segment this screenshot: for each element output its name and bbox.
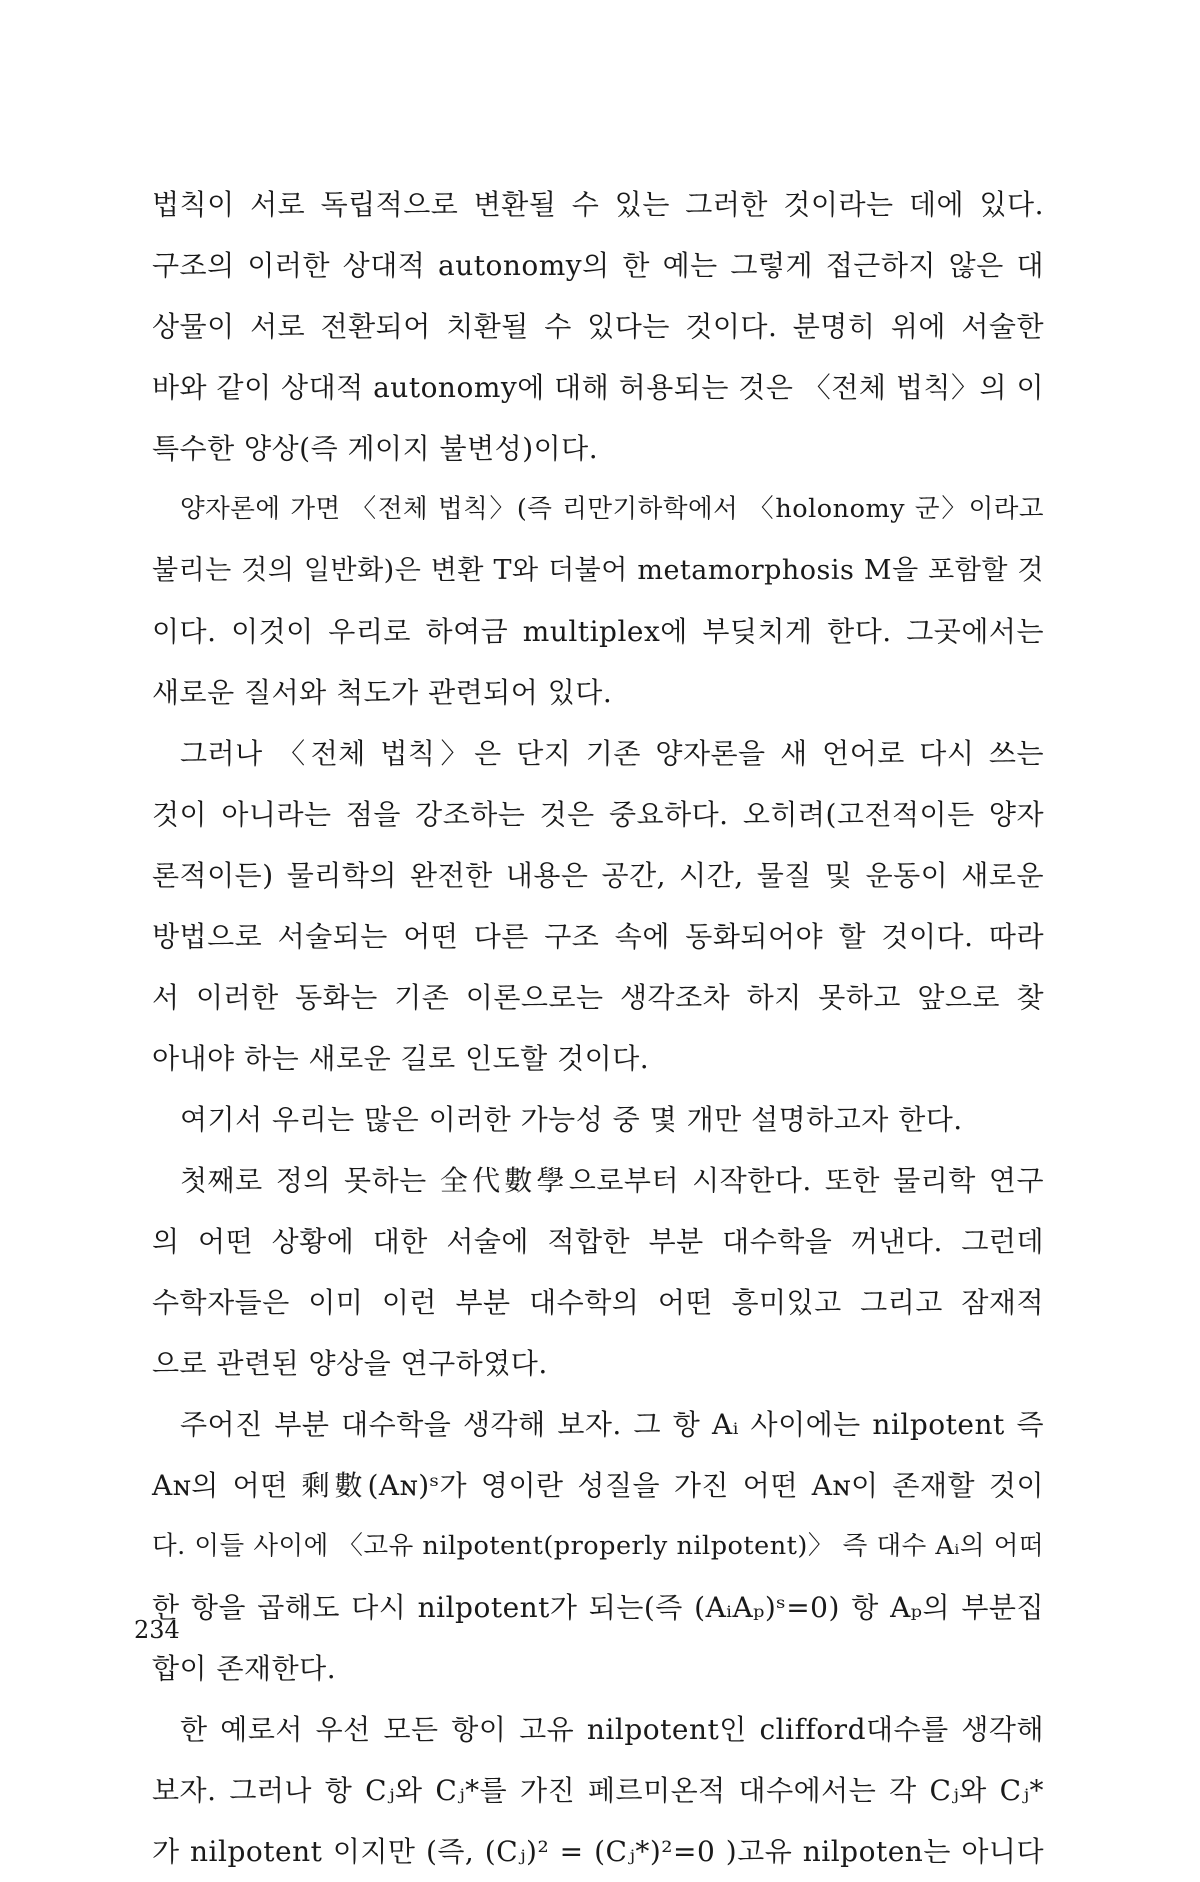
text-line: 이다. 이것이 우리로 하여금 multiplex에 부딪치게 한다. 그곳에서는 <box>152 615 1044 648</box>
text-line: 바와 같이 상대적 autonomy에 대해 허용되는 것은 〈전체 법칙〉의 이 <box>152 371 1044 404</box>
text-line: 방법으로 서술되는 어떤 다른 구조 속에 동화되어야 할 것이다. 따라 <box>152 920 1044 953</box>
text-line: 아내야 하는 새로운 길로 인도할 것이다. <box>152 1042 650 1075</box>
text-line: 것이 아니라는 점을 강조하는 것은 중요하다. 오히려(고전적이든 양자 <box>152 798 1044 831</box>
text-line: 주어진 부분 대수학을 생각해 보자. 그 항 Aᵢ 사이에는 nilpotent 즉 <box>180 1408 1044 1441</box>
text-line: 수학자들은 이미 이런 부분 대수학의 어떤 흥미있고 그리고 잠재적 <box>152 1286 1044 1319</box>
text-line: 여기서 우리는 많은 이러한 가능성 중 몇 개만 설명하고자 한다. <box>180 1103 963 1136</box>
text-line: Aɴ의 어떤 剩數(Aɴ)ˢ가 영이란 성질을 가진 어떤 Aɴ이 존재할 것이 <box>152 1469 1044 1502</box>
text-line: 그러나 〈전체 법칙〉은 단지 기존 양자론을 새 언어로 다시 쓰는 <box>180 737 1044 770</box>
text-line: 한 항을 곱해도 다시 nilpotent가 되는(즉 (AᵢAₚ)ˢ=0) 항 Aₚ의 부분집 <box>152 1591 1044 1624</box>
paragraph <box>152 1089 1044 1150</box>
paragraph <box>152 1699 1044 1882</box>
text-line: 양자론에 가면 〈전체 법칙〉(즉 리만기하학에서 〈holonomy 군〉이라고 <box>180 494 1044 524</box>
text-line: 가 nilpotent 이지만 (즉, (Cⱼ)² = (Cⱼ*)²=0 )고유 nilpoten는 아니다 <box>152 1835 1044 1868</box>
paragraph <box>152 723 1044 1089</box>
text-line: 첫째로 정의 못하는 全代數學으로부터 시작한다. 또한 물리학 연구 <box>180 1164 1044 1197</box>
text-line: 보자. 그러나 항 Cⱼ와 Cⱼ*를 가진 페르미온적 대수에서는 각 Cⱼ와 Cⱼ* <box>152 1774 1044 1807</box>
paragraph <box>152 174 1044 479</box>
text-line: 불리는 것의 일반화)은 변환 T와 더불어 metamorphosis M을 포함할 것 <box>152 555 1044 586</box>
text-line: 의 어떤 상황에 대한 서술에 적합한 부분 대수학을 꺼낸다. 그런데 <box>152 1225 1044 1258</box>
page-number: 234 <box>134 1616 180 1644</box>
text-line: 서 이러한 동화는 기존 이론으로는 생각조차 하지 못하고 앞으로 찾 <box>152 981 1044 1014</box>
text-line: 다. 이들 사이에 〈고유 nilpotent(properly nilpotent)〉 즉 대수 Aᵢ의 어떠 <box>152 1531 1044 1561</box>
text-line: 구조의 이러한 상대적 autonomy의 한 예는 그렇게 접근하지 않은 대 <box>152 249 1044 282</box>
text-line: 특수한 양상(즉 게이지 불변성)이다. <box>152 432 599 465</box>
text-line: 합이 존재한다. <box>152 1652 337 1685</box>
text-line: 새로운 질서와 척도가 관련되어 있다. <box>152 676 613 709</box>
paragraph <box>152 1394 1044 1699</box>
body-text <box>152 174 1044 1882</box>
text-line: 상물이 서로 전환되어 치환될 수 있다는 것이다. 분명히 위에 서술한 <box>152 310 1044 343</box>
paragraph <box>152 479 1044 723</box>
text-line: 법칙이 서로 독립적으로 변환될 수 있는 그러한 것이라는 데에 있다. <box>152 188 1044 221</box>
text-line: 한 예로서 우선 모든 항이 고유 nilpotent인 clifford대수를 생각해 <box>180 1713 1044 1746</box>
paragraph <box>152 1150 1044 1394</box>
text-line: 으로 관련된 양상을 연구하였다. <box>152 1347 548 1380</box>
text-line: 론적이든) 물리학의 완전한 내용은 공간, 시간, 물질 및 운동이 새로운 <box>152 859 1044 892</box>
